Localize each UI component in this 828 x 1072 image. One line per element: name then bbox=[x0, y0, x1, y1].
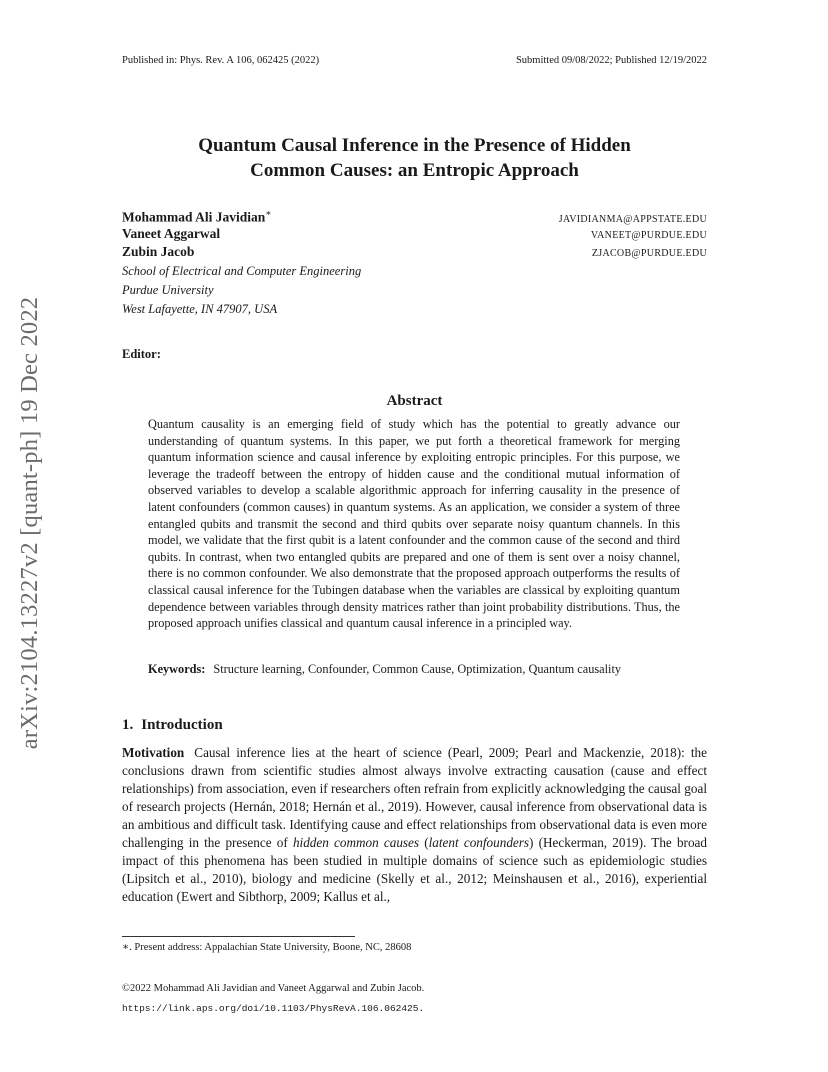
arxiv-identifier: arXiv:2104.13227v2 [quant-ph] 19 Dec 2022 bbox=[16, 296, 43, 750]
emphasis: hidden common causes bbox=[292, 835, 420, 850]
title-line-1: Quantum Causal Inference in the Presence of Hidden bbox=[198, 135, 631, 156]
abstract-heading: Abstract bbox=[386, 393, 443, 409]
author-row bbox=[122, 208, 707, 226]
section-title: Introduction bbox=[141, 717, 223, 733]
emphasis: latent confounders bbox=[428, 835, 530, 850]
doi-link[interactable]: https://link.aps.org/doi/10.1103/PhysRevA.106.062425. bbox=[122, 1003, 425, 1014]
author-block bbox=[122, 208, 707, 319]
keywords bbox=[148, 661, 680, 678]
affiliation-line: School of Electrical and Computer Engineering bbox=[122, 264, 362, 278]
paragraph-lead: Motivation bbox=[122, 745, 185, 760]
author-name: Zubin Jacob bbox=[122, 244, 195, 259]
copyright: ©2022 Mohammad Ali Javidian and Vaneet Aggarwal and Zubin Jacob. bbox=[122, 983, 425, 994]
author-email[interactable]: ZJACOB@PURDUE.EDU bbox=[591, 248, 707, 259]
affiliation bbox=[122, 262, 707, 319]
author-email[interactable]: VANEET@PURDUE.EDU bbox=[590, 230, 707, 241]
author-name: Vaneet Aggarwal bbox=[122, 226, 221, 241]
section-heading bbox=[122, 717, 231, 734]
author-name: Mohammad Ali Javidian∗ bbox=[122, 208, 272, 225]
footnote: ∗. Present address: Appalachian State University, Boone, NC, 28608 bbox=[122, 942, 412, 953]
section-number: 1. bbox=[122, 717, 134, 733]
title-line-2: Common Causes: an Entropic Approach bbox=[250, 160, 579, 181]
abstract-text: Quantum causality is an emerging field of study which has the potential to greatly advance our understanding of quantum systems. In this paper, we put forth a theoretical framework for merging quantum information science and causal inference by exploiting entropic principles. For this purpose, we leverage the tradeoff between the entropy of hidden cause and the conditional mutual information of observed variables to develop a scalable algorithmic approach for inferring causality in the presence of latent confounders (common causes) in quantum systems. As an application, we consider a system of three entangled qubits and transmit the second and third qubits over separate noisy quantum channels. In this model, we validate that the first qubit is a latent confounder and the common cause of the second and third qubits. In contrast, when two entangled qubits are prepared and one of them is sent over a noisy channel, there is no common confounder. We also demonstrate that the proposed approach outperforms the results of classical causal inference for the Tubingen database when the variables are classical by exploiting quantum dependence between variables through density matrices rather than joint probability distributions. Thus, the proposed approach unifies classical and quantum causal inference in a principled way. bbox=[148, 417, 680, 631]
author-row bbox=[122, 226, 707, 244]
affiliation-line: West Lafayette, IN 47907, USA bbox=[122, 302, 278, 316]
dates-header: Submitted 09/08/2022; Published 12/19/2022 bbox=[515, 55, 707, 66]
author-email[interactable]: JAVIDIANMA@APPSTATE.EDU bbox=[558, 213, 707, 225]
paper-title bbox=[122, 133, 707, 183]
author-row bbox=[122, 244, 707, 262]
affiliation-line: Purdue University bbox=[122, 283, 214, 297]
footnote-mark: ∗ bbox=[265, 208, 272, 218]
intro-paragraph: Motivation Causal inference lies at the heart of science (Pearl, 2009; Pearl and Mackenzie, 2018): the conclusions drawn from scientific studies almost always involve extracting causation (cause and effect relationships) from association, even if researchers often refrain from explicitly acknowledging the causal goal of research projects (Hernán, 2018; Hernán et al., 2019). However, causal inference from observational data is an ambitious and difficult task. Identifying cause and effect relationships from observational data is even more challenging in the presence of hidden common causes (latent confounders) (Heckerman, 2019). The broad impact of this phenomena has been studied in multiple domains of science such as epidemiologic studies (Lipsitch et al., 2010), biology and medicine (Skelly et al., 2012; Meinshausen et al., 2016), experiential education (Ewert and Sibthorp, 2009; Kallus et al., bbox=[122, 745, 707, 904]
arxiv-stamp bbox=[9, 273, 51, 773]
keywords-label: Keywords: bbox=[148, 662, 206, 676]
journal-header: Published in: Phys. Rev. A 106, 062425 (2022) bbox=[122, 55, 320, 66]
footnote-rule bbox=[122, 936, 355, 937]
keywords-text: Structure learning, Confounder, Common Cause, Optimization, Quantum causality bbox=[213, 662, 622, 676]
editor-label: Editor: bbox=[122, 347, 161, 361]
